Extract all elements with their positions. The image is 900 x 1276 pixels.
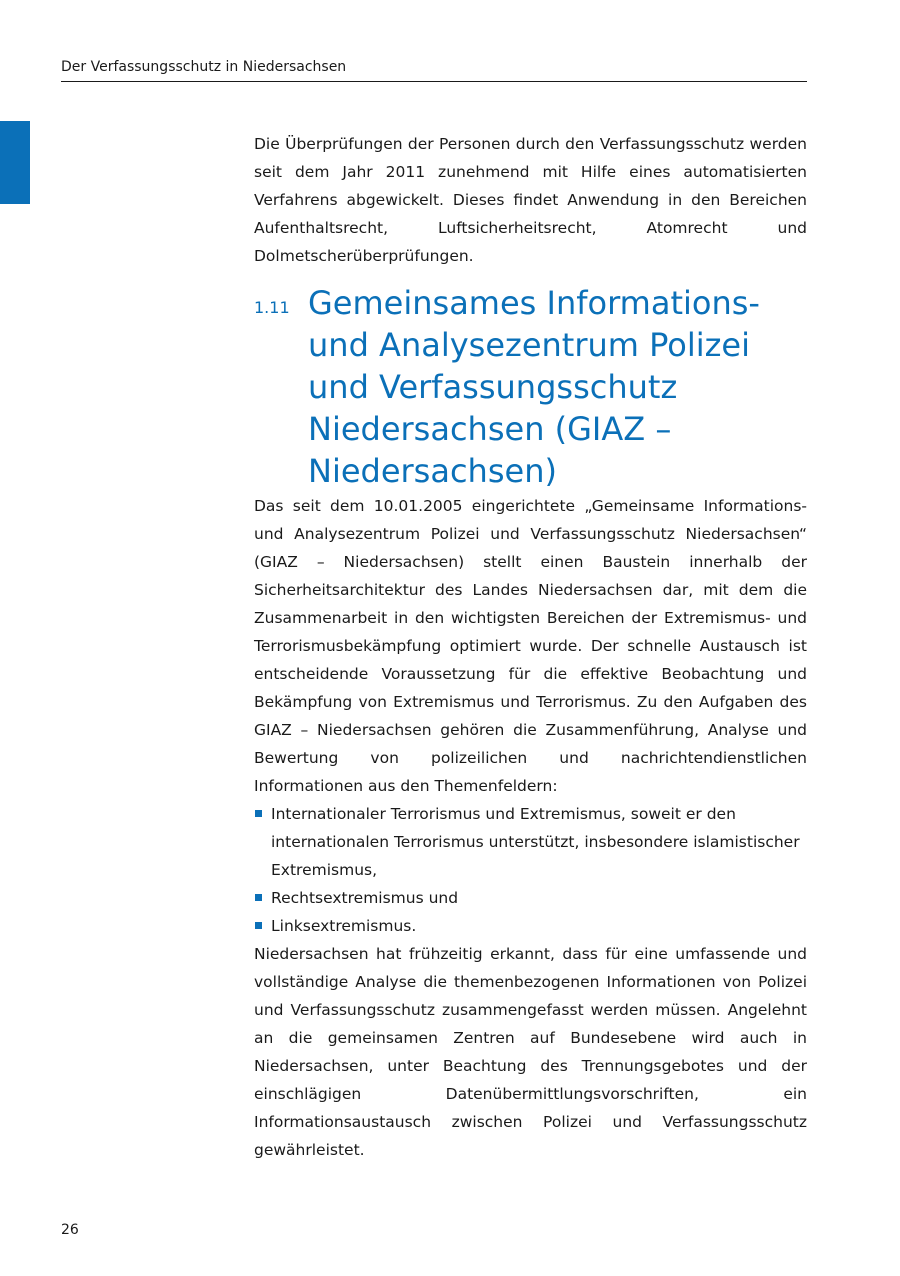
list-item-text: Linksextremismus. xyxy=(271,917,417,935)
bullet-square-icon xyxy=(255,810,262,817)
section-body xyxy=(254,492,807,1164)
list-item xyxy=(254,912,807,940)
chapter-tab-marker xyxy=(0,121,30,204)
page-number: 26 xyxy=(61,1222,79,1238)
intro-paragraph: Die Überprüfungen der Personen durch den Verfassungsschutz werden seit dem Jahr 2011 zunehmend mit Hilfe eines automatisierten Verfahrens abgewickelt. Dieses findet Anwendung in den Bereichen Aufenthaltsrecht, Luftsicherheitsrecht, Atomrecht und Dolmetscherüberprüfungen. xyxy=(254,135,807,265)
list-item xyxy=(254,884,807,912)
bullet-square-icon xyxy=(255,922,262,929)
list-item-text: Rechtsextremismus und xyxy=(271,889,459,907)
topic-list xyxy=(254,800,807,940)
header-rule xyxy=(61,81,807,82)
bullet-square-icon xyxy=(255,894,262,901)
section-paragraph-1: Das seit dem 10.01.2005 eingerichtete „Gemeinsame Informations- und Analysezentrum Polizei und Verfassungsschutz Niedersachsen“ (GIAZ – Niedersachsen) stellt einen Baustein innerhalb der Sicherheitsarchitektur des Landes Niedersachsen dar, mit dem die Zusammenarbeit in den wichtigsten Bereichen der Extremismus- und Terrorismusbekämpfung optimiert wurde. Der schnelle Austausch ist entscheidende Voraussetzung für die effektive Beobachtung und Bekämpfung von Extremismus und Terrorismus. Zu den Aufgaben des GIAZ – Niedersachsen gehören die Zusammenführung, Analyse und Bewertung von polizeilichen und nachrichtendienstlichen Informationen aus den Themenfeldern: xyxy=(254,497,807,795)
section-paragraph-2: Niedersachsen hat frühzeitig erkannt, dass für eine umfassende und vollständige Analyse die themenbezogenen Informationen von Polizei und Verfassungsschutz zusammengefasst werden müssen. Angelehnt an die gemeinsamen Zentren auf Bundesebene wird auch in Niedersachsen, unter Beachtung des Trennungsgebotes und der einschlägigen Datenübermittlungsvorschriften, ein Informationsaustausch zwischen Polizei und Verfassungsschutz gewährleistet. xyxy=(254,945,807,1159)
running-header-title: Der Verfassungsschutz in Niedersachsen xyxy=(61,59,347,75)
section-number: 1.11 xyxy=(254,298,290,317)
list-item-text: Internationaler Terrorismus und Extremismus, soweit er den internationalen Terrorismus unterstützt, insbesondere islamistischer Extremismus, xyxy=(271,805,800,879)
list-item xyxy=(254,800,807,884)
section-title: Gemeinsames Informations- und Analysezentrum Polizei und Verfassungsschutz Niedersachsen (GIAZ – Niedersachsen) xyxy=(308,284,760,490)
